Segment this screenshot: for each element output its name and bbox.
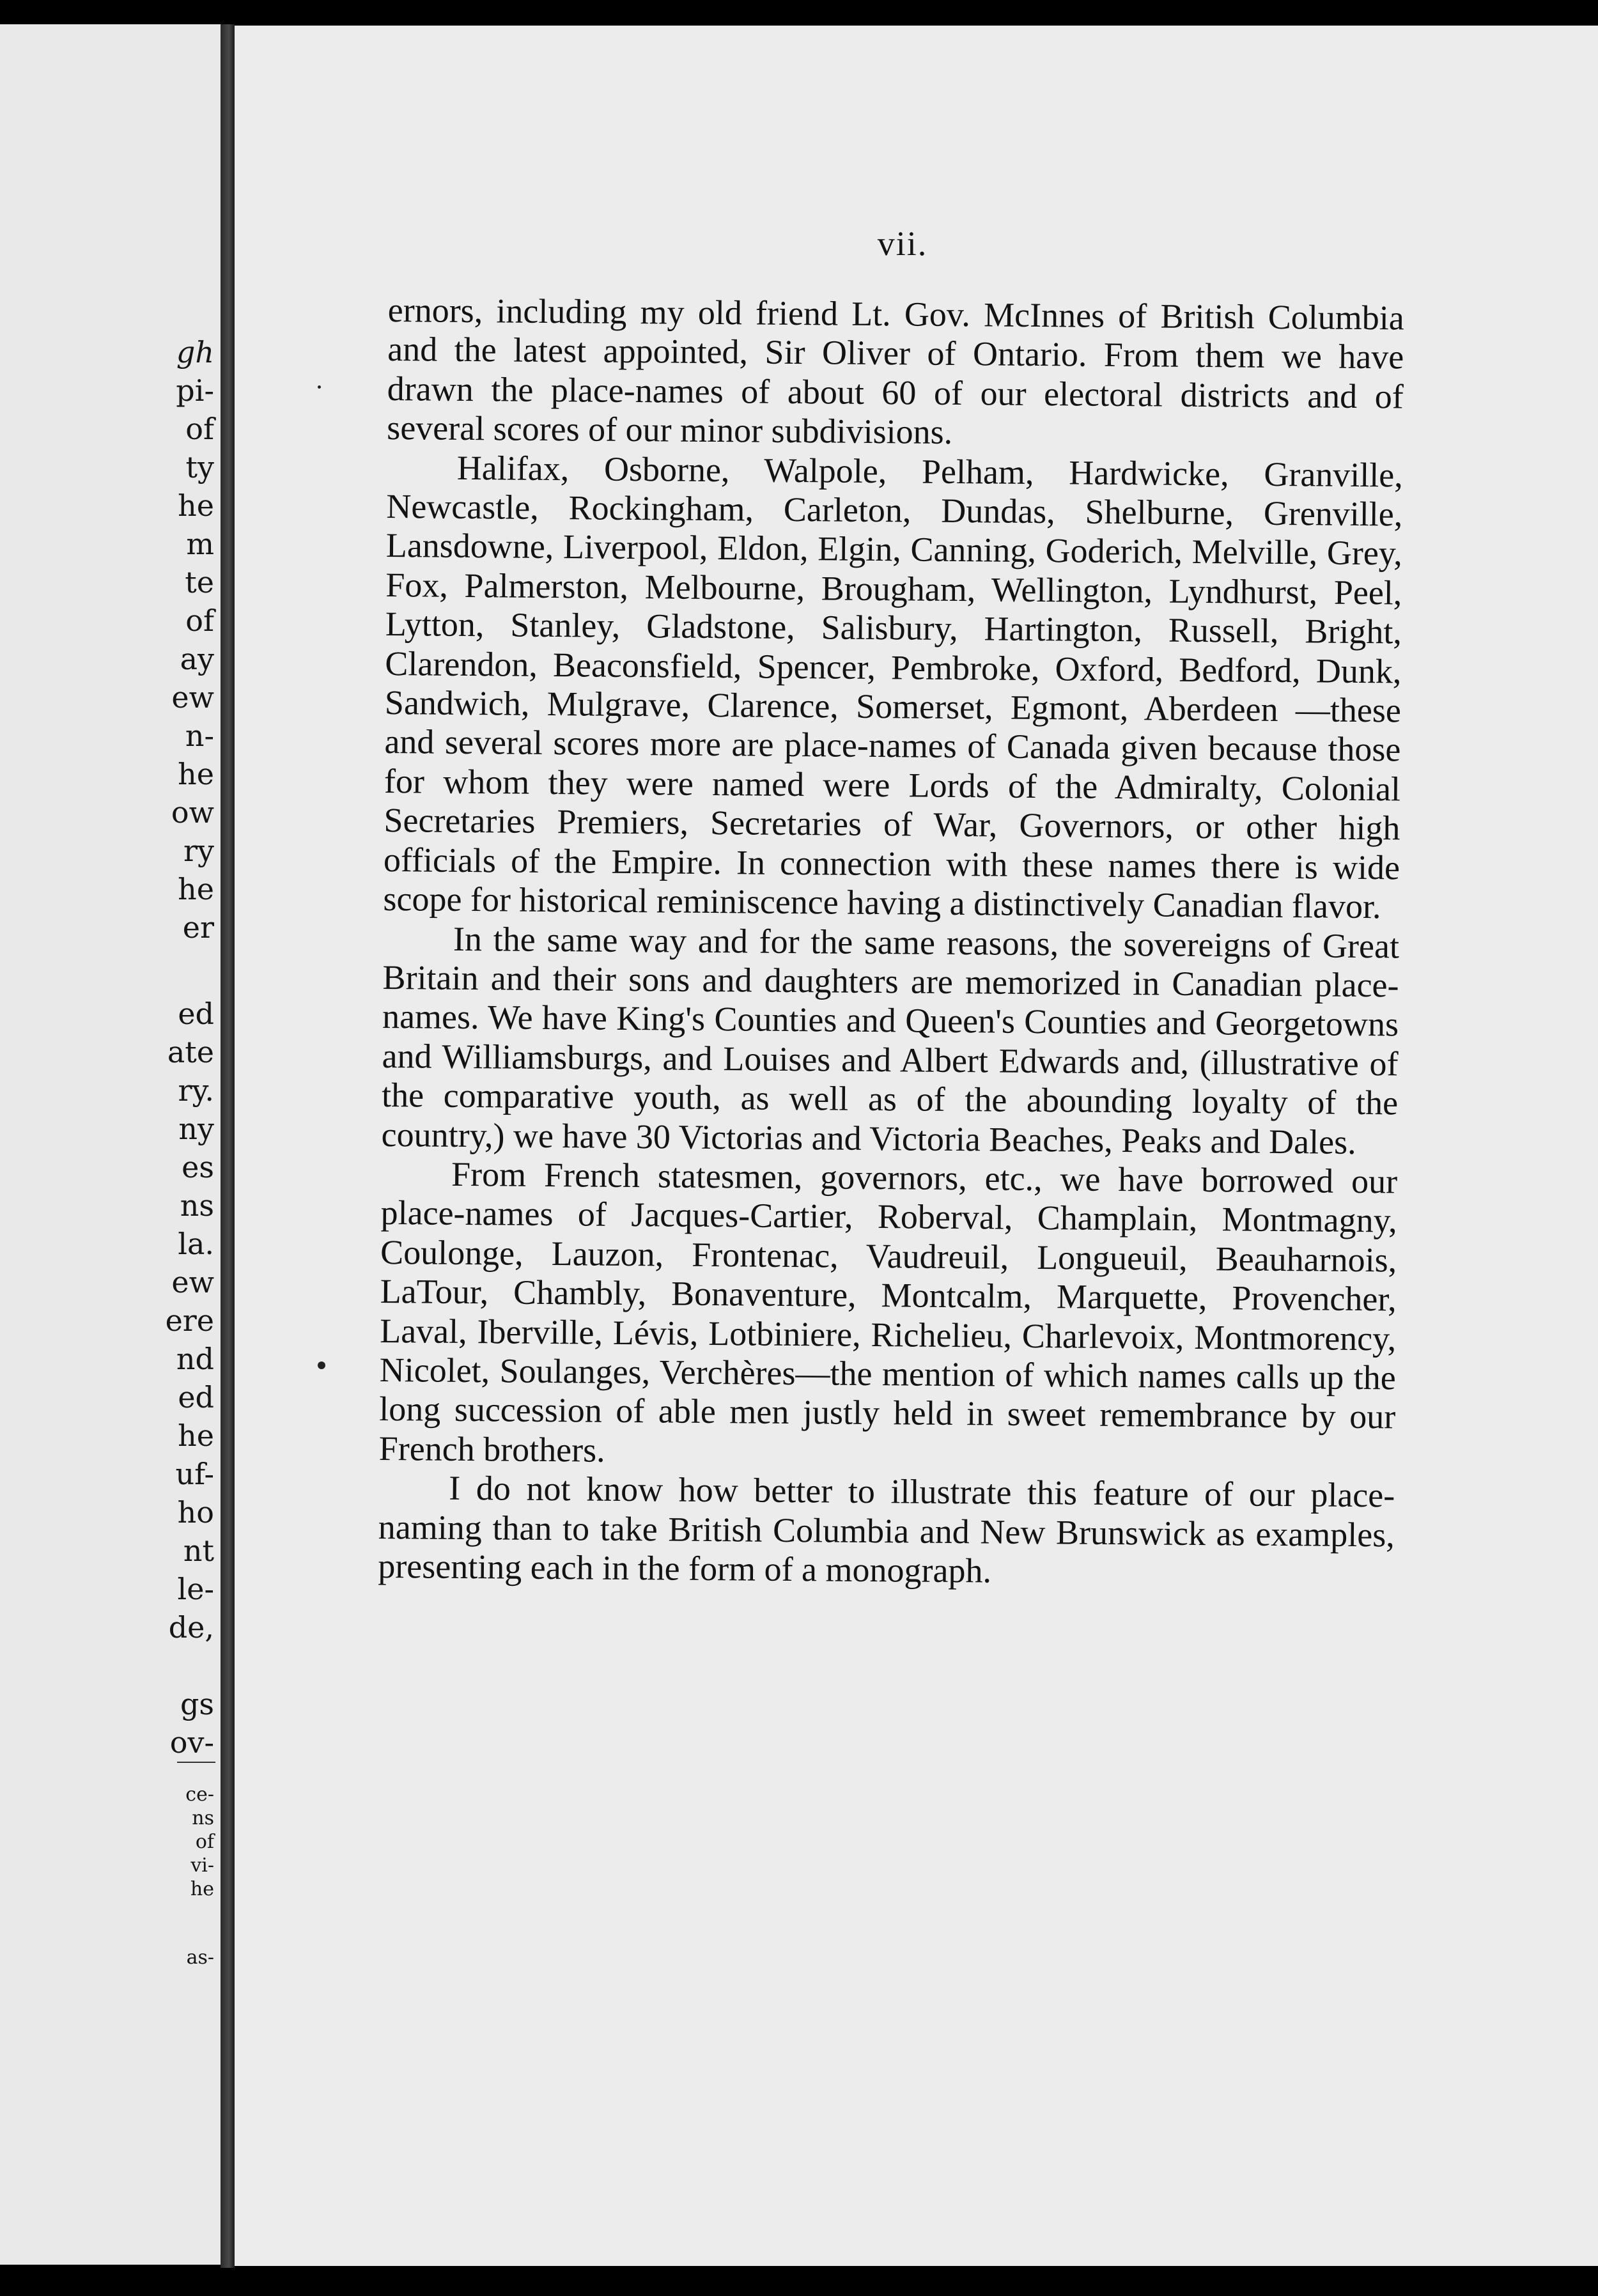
left-page-footnote-fragment: ce-: [185, 1783, 214, 1806]
left-page-line-fragment: he: [178, 488, 214, 523]
left-page-line-fragment: ed: [178, 1380, 214, 1415]
paragraph-continuation: ernors, including my old friend Lt. Gov. McInnes of British Columbia and the latest appointed, Sir Oliver of Ontario. From them we have drawn the place-names of about 60 of our electoral districts and of several scores of our minor subdivisions.: [387, 291, 1404, 452]
left-page-line-fragment: ry.: [178, 1073, 214, 1108]
left-page-line-fragment: of: [185, 412, 214, 446]
left-page-footnote-fragment: vi-: [190, 1854, 214, 1877]
left-page-line-fragment: ed: [178, 997, 214, 1031]
left-page-line-fragment: ns: [180, 1188, 214, 1223]
left-page-line-fragment: te: [185, 565, 214, 600]
paragraph-statesmen-names: Halifax, Osborne, Walpole, Pelham, Hardwicke, Granville, Newcastle, Rockingham, Carleton, Dundas, Shelburne, Grenville, Lansdowne, Liverpool, Eldon, Elgin, Canning, Goderich, Melville, Grey, Fox, Palmerston, Melbourne, Brougham, Wellington, Lyndhurst, Peel, Lytton, Stanley, Gladstone, Salisbury, Hartington, Russell, Bright, Clarendon, Beaconsfield, Spencer, Pembroke, Oxford, Bedford, Dunk, Sandwich, Mulgrave, Clarence, Somerset, Egmont, Aberdeen —these and several scores more are place-names of Canada given because those for whom they were named were Lords of the Admiralty, Colonial Secretaries Premiers, Secretaries of War, Governors, or other high officials of the Empire. In connection with these names there is wide scope for historical reminiscence having a distinctively Canadian flavor.: [383, 448, 1404, 926]
ink-speck: [318, 385, 321, 389]
left-page-line-fragment: ny: [178, 1112, 214, 1146]
left-page-line-fragment: ho: [177, 1495, 214, 1530]
left-page-line-fragment: nd: [176, 1342, 214, 1376]
left-page-line-fragment: ow: [171, 795, 214, 830]
paragraph-french-names: From French statesmen, governors, etc., we have borrowed our place-names of Jacques-Cartier, Roberval, Champlain, Montmagny, Coulonge, Lauzon, Frontenac, Vaudreuil, Longueuil, Beauharnois, LaTour, Chambly, Bonaventure, Montcalm, Marquette, Provencher, Laval, Iberville, Lévis, Lotbiniere, Richelieu, Charlevoix, Montmorency, Nicolet, Soulanges, Verchères—the mention of which names calls up the long succession of able men justly held in sweet remembrance by our French brothers.: [378, 1154, 1398, 1470]
left-page-footnote-fragment: as-: [186, 1946, 214, 1969]
page-body: [378, 291, 1404, 1594]
left-page-line-fragment: nt: [183, 1533, 214, 1568]
left-page-line-fragment: m: [186, 527, 214, 561]
book-spine: [221, 24, 235, 2268]
left-page-line-fragment: ate: [167, 1035, 214, 1069]
left-page-line-fragment: pi-: [176, 373, 214, 408]
left-page-line-fragment: ew: [171, 680, 214, 715]
left-page-line-fragment: he: [178, 872, 214, 906]
paragraph-sovereigns: In the same way and for the same reasons, the sovereigns of Great Britain and their sons and daughters are memorized in Canadian place-names. We have King's Counties and Queen's Counties and Georgetowns and Williamsburgs, and Louises and Albert Edwards and, (illustrative of the comparative youth, as well as of the abounding loyalty of the country,) we have 30 Victorias and Victoria Beaches, Peaks and Dales.: [381, 919, 1400, 1161]
footnote-rule: [177, 1762, 215, 1763]
left-page-footnote-fragment: he: [190, 1878, 214, 1900]
left-page-line-fragment: ere: [165, 1303, 214, 1338]
left-page-footnote-fragment: of: [195, 1831, 214, 1853]
ink-speck: [318, 1361, 325, 1369]
paragraph-monograph-intro: I do not know how better to illustrate this feature of our place-naming than to take British Columbia and New Brunswick as examples, presenting each in the form of a monograph.: [378, 1468, 1395, 1590]
left-page-line-fragment: ew: [171, 1265, 214, 1299]
left-page-line-fragment: gh: [176, 335, 214, 369]
left-page-line-fragment: de,: [168, 1610, 214, 1645]
left-page-line-fragment: le-: [177, 1572, 214, 1606]
page-number: vii.: [877, 224, 928, 263]
left-page-line-fragment: he: [178, 757, 214, 791]
left-page-line-fragment: he: [178, 1418, 214, 1453]
left-page-line-fragment: la.: [178, 1227, 214, 1261]
left-page-line-fragment: gs: [180, 1687, 214, 1721]
left-page-line-fragment: uf-: [175, 1457, 214, 1491]
left-page-line-fragment: er: [182, 910, 214, 945]
right-page: [235, 26, 1598, 2266]
left-page-line-fragment: ry: [183, 834, 214, 868]
left-page-line-fragment: ty: [185, 450, 214, 485]
left-page-fragment: [0, 24, 221, 2265]
left-page-footnote-fragment: ns: [192, 1807, 214, 1829]
left-page-line-fragment: es: [182, 1150, 214, 1184]
left-page-line-fragment: ay: [180, 642, 214, 676]
left-page-line-fragment: of: [185, 603, 214, 638]
left-page-line-fragment: ov-: [169, 1725, 214, 1760]
left-page-line-fragment: n-: [185, 718, 214, 753]
